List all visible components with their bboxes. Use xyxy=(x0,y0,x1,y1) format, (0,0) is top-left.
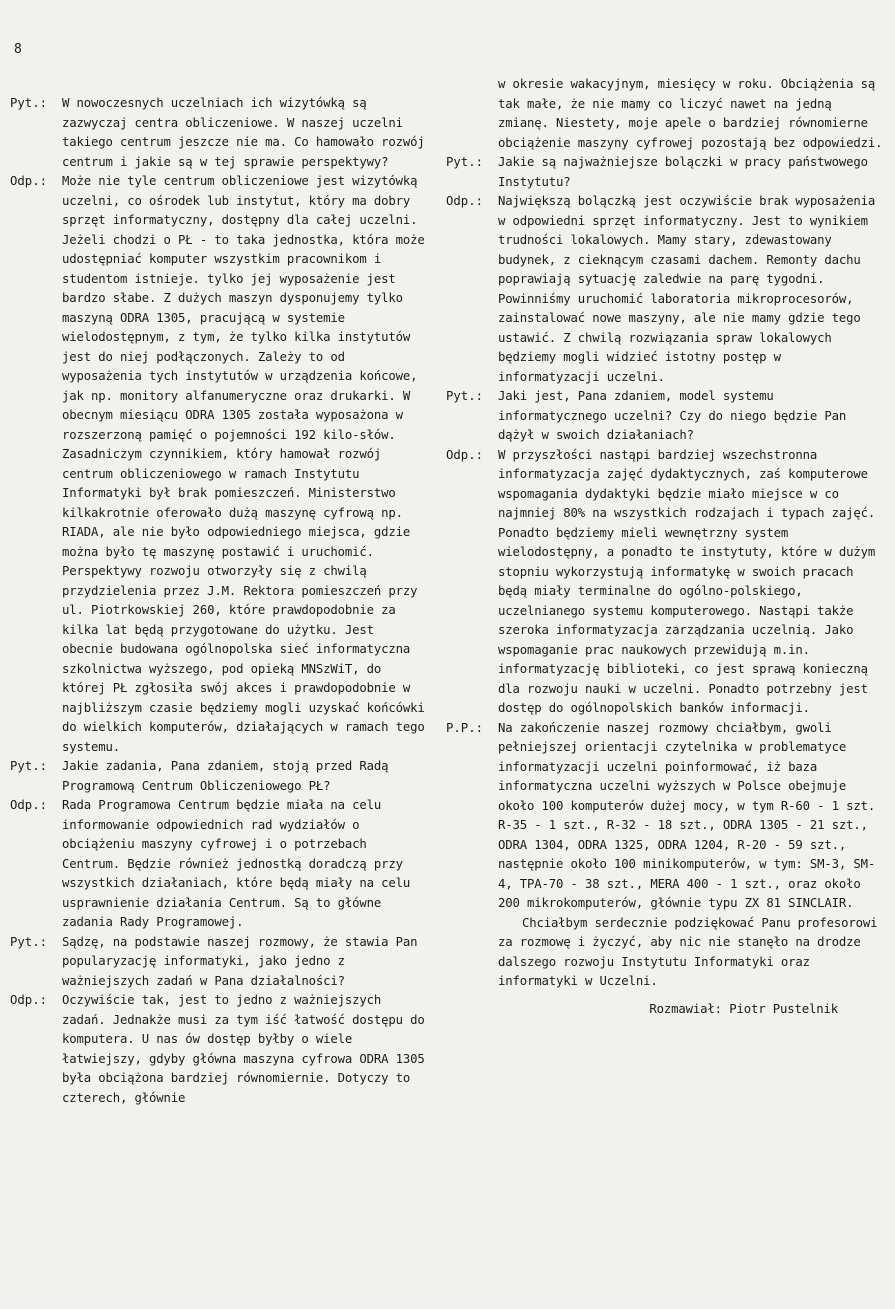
qa-block xyxy=(446,153,886,192)
answer-text: Największą bolączką jest oczywiście brak wyposażenia w odpowiedni sprzęt informatyczny. Jest to wynikiem trudności lokalowych. Mamy stary, zdewastowany budynek, z cieknącym czasami dachem. Remonty dachu poprawiają sytuację zaledwie na parę tygodni. xyxy=(498,194,876,286)
continued-answer-text: w okresie wakacyjnym, miesięcy w roku. Obciążenia są tak małe, że nie mamy co liczyć nawet na jedną zmianę. Niestety, moje apele o bardziej równomierne obciążenie maszyny cyfrowej pozostają bez odpowiedzi. xyxy=(498,77,883,150)
qa-block xyxy=(446,192,886,290)
speaker-label: Pyt.: xyxy=(446,389,484,403)
speaker-label: Odp.: xyxy=(446,194,484,208)
question-text: Jakie zadania, Pana zdaniem, stoją przed Radą Programową Centrum Obliczeniowego PŁ? xyxy=(62,759,389,793)
question-text: Jakie są najważniejsze bolączki w pracy państwowego Instytutu? xyxy=(498,155,868,189)
answer-text: Rada Programowa Centrum będzie miała na celu informowanie odpowiednich rad wydziałów o obciążeniu maszyny cyfrowej i o potrzebach Centrum. Będzie również jednostką doradczą przy wszystkich działaniach, które będą miały na celu usprawnienie działania Centrum. Są to główne zadania Rady Programowej. xyxy=(62,798,411,929)
speaker-label: Pyt.: xyxy=(10,759,48,773)
qa-block xyxy=(10,933,430,992)
speaker-label: P.P.: xyxy=(446,720,484,735)
speaker-label: Odp.: xyxy=(10,993,48,1007)
speaker-label: Odp.: xyxy=(10,174,48,188)
answer-text: Może nie tyle centrum obliczeniowe jest wizytówką uczelni, co ośrodek lub instytut, który ma dobry sprzęt informatyczny, dostępny dla całej uczelni. Jeżeli chodzi o PŁ - to taka jednostka, która może udostępniać komputer wszystkim pracownikom i studentom istnieje. tylko jej wyposażenie jest bardzo słabe. Z dużych maszyn dysponujemy tylko maszyną ODRA 1305, pracującą w systemie wielodostępnym, z tym, że tylko kilka instytutów jest do niej podłączonych. Zależy to od wyposażenia tych instytutów w urządzenia końcowe, jak np. monitory alfanumeryczne oraz drukarki. W obecnym miesiącu ODRA 1305 została wyposażona w rozszerzoną pamięć o pojemności 192 kilo-słów. Zasadniczym czynnikiem, który hamował rozwój centrum obliczeniowego w ramach Instytutu Informatyki był brak pomieszczeń. Ministerstwo kilkakrotnie oferowało dużą maszynę cyfrową np. RIADA, ale nie było odpowiedniego miejsca, gdzie można było tę maszynę postawić i uruchomić. Perspektywy rozwoju otworzyły się z chwilą przydzielenia przez J.M. Rektora pomieszczeń przy ul. Piotrkowskiej 260, które prawdopodobnie za kilka lat będą przygotowane do użytku. Jest obecnie budowana ogólnopolska sieć informatyczna szkolnictwa wyższego, pod opieką MNSzWiT, do której PŁ zgłosiła swój akces i prawdopodobnie w najbliższym czasie będziemy mogli uzyskać końcówki do wielkich komputerów, działających w ramach tego systemu. xyxy=(62,174,425,754)
qa-block xyxy=(10,94,430,172)
question-text: W nowoczesnych uczelniach ich wizytówką są zazwyczaj centra obliczeniowe. W naszej uczelni takiego centrum jeszcze nie ma. Co hamowało rozwój centrum i jakie są w tej sprawie perspektywy? xyxy=(62,96,425,169)
closing-paragraph: Chciałbym serdecznie podziękować Panu profesorowi za rozmowę i życzyć, aby nic nie stanęło na drodze dalszego rozwoju Instytutu Informatyki oraz informatyki w Uczelni. xyxy=(498,915,878,988)
signature: Rozmawiał: Piotr Pustelnik xyxy=(649,1001,838,1016)
right-column xyxy=(446,75,886,1019)
qa-block xyxy=(10,172,430,757)
qa-block xyxy=(446,446,886,719)
qa-block xyxy=(10,796,430,933)
speaker-label: Pyt.: xyxy=(446,155,484,169)
speaker-label: Odp.: xyxy=(10,798,48,812)
answer-text: W przyszłości nastąpi bardziej wszechstronna informatyzacja zajęć dydaktycznych, zaś komputerowe wspomagania dydaktyki będzie miało miejsce w co najmniej 80% na wszystkich rodzajach i typach zajęć. Ponadto będziemy mieli wewnętrzny system wielodostępny, a ponadto te instytuty, które w dużym stopniu wykorzystują informatykę w swoich pracach będą miały terminalne do ogólno-polskiego, uczelnianego systemu komputerowego. Nastąpi także szeroka informatyzacja zarządzania uczelnią. Jako wspomaganie prac naukowych przewidują m.in. informatyzację biblioteki, co jest sprawą konieczną dla rozwoju nauki w uczelni. Ponadto potrzebny jest dostęp do ogólnopolskich banków informacji. xyxy=(498,447,876,715)
answer-text: Oczywiście tak, jest to jedno z ważniejszych zadań. Jednakże musi za tym iść łatwość dostępu do komputera. U nas ów dostęp byłby o wiele łatwiejszy, gdyby główna maszyna cyfrowa ODRA 1305 była obciążona bardziej równomiernie. Dotyczy to czterech, głównie xyxy=(62,993,425,1105)
speaker-label: Odp.: xyxy=(446,447,484,462)
speaker-label: Pyt.: xyxy=(10,96,48,110)
qa-block xyxy=(10,757,430,796)
speaker-label: Pyt.: xyxy=(10,934,48,949)
question-text: Sądzę, na podstawie naszej rozmowy, że stawia Pan popularyzację informatyki, jako jedno z ważniejszych zadań w Pana działalności? xyxy=(62,934,418,988)
qa-block xyxy=(446,387,886,446)
question-text: Jaki jest, Pana zdaniem, model systemu informatycznego uczelni? Czy do niego będzie Pan dążył w swoich działaniach? xyxy=(498,389,847,442)
qa-block xyxy=(446,719,886,914)
interviewer-note-text: Na zakończenie naszej rozmowy chciałbym, gwoli pełniejszej orientacji czytelnika w problematyce informatyzacji uczelni poinformować, iż baza informatyczna uczelni wyższych w Polsce obejmuje około 100 komputerów dużej mocy, w tym R-60 - 1 szt. R-35 - 1 szt., R-32 - 18 szt., ODRA 1305 - 21 szt., ODRA 1304, ODRA 1325, ODRA 1204, R-20 - 59 szt., następnie około 100 minikomputerów, w tym: SM-3, SM-4, TPA-70 - 38 szt., MERA 400 - 1 szt., oraz około 200 mikrokomputerów, głównie typu ZX 81 SINCLAIR. xyxy=(498,720,876,910)
page-number: 8 xyxy=(14,42,22,57)
left-column xyxy=(10,94,430,1108)
answer-paragraph: Powinniśmy uruchomić laboratoria mikroprocesorów, zainstalować nowe maszyny, ale nie mamy gdzie tego ustawić. Z chwilą rozwiązania spraw lokalowych będziemy mogli widzieć istotny postęp w informatyzacji uczelni. xyxy=(498,291,861,384)
qa-block xyxy=(10,991,430,1108)
